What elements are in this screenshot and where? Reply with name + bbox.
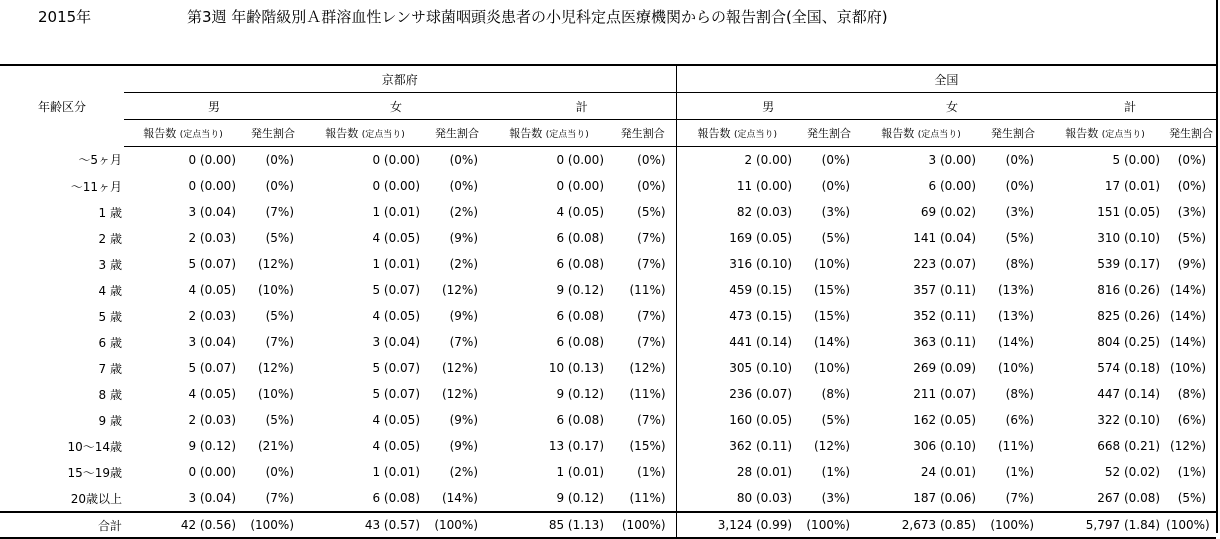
report-count-cell: 310 (0.10) [1097,231,1161,245]
ratio-cell: (15%) [814,283,851,297]
ratio-cell: (14%) [998,335,1035,349]
report-count-cell: 352 (0.11) [913,309,977,323]
year-label: 2015年 [38,8,92,26]
report-count-cell: 162 (0.05) [913,413,977,427]
report-count-cell: 357 (0.11) [913,283,977,297]
ratio-cell: (14%) [1170,309,1207,323]
per-site-label: (定点当り) [917,130,961,140]
report-count-cell: 305 (0.10) [676,355,798,381]
report-count-cell: 28 (0.01) [676,459,798,485]
table-row [0,407,1216,433]
age-group-cell: 20歳以上 [70,491,122,506]
report-count-cell: 52 (0.02) [1104,465,1161,479]
ratio-cell: (2%) [449,257,478,271]
report-count-cell: 1 (0.01) [372,257,420,271]
report-count-cell: 160 (0.05) [676,407,798,433]
table-row [0,173,1216,199]
report-count-label: 報告数 [325,127,359,140]
report-count-cell: 2 (0.03) [188,231,236,245]
ratio-cell: (5%) [821,413,851,427]
report-count-cell: 0 (0.00) [188,179,236,193]
ratio-cell: (11%) [629,491,666,505]
ratio-cell: (100%) [982,512,1044,538]
ratio-cell: (0%) [449,153,478,167]
per-site-label: (定点当り) [361,130,405,140]
report-count-cell: 3 (0.00) [928,153,977,167]
table-row [0,147,1216,174]
report-count-cell: 3 (0.04) [188,491,236,505]
age-group-cell: 2 歳 [98,231,122,246]
report-count-cell: 441 (0.14) [676,329,798,355]
report-count-cell: 169 (0.05) [676,225,798,251]
subheader-ratio: 発生割合 [1166,120,1216,147]
ratio-cell: (7%) [637,257,666,271]
report-count-cell: 2 (0.03) [188,413,236,427]
age-group-cell: 8 歳 [98,387,122,402]
table-row [0,329,1216,355]
report-count-cell: 447 (0.14) [1097,387,1161,401]
report-count-cell: 4 (0.05) [188,387,236,401]
ratio-cell: (6%) [1005,413,1035,427]
table-row [0,251,1216,277]
report-count-cell: 0 (0.00) [372,153,420,167]
report-count-cell: 804 (0.25) [1097,335,1161,349]
ratio-cell: (100%) [610,512,676,538]
ratio-cell: (15%) [814,309,851,323]
report-count-cell: 0 (0.00) [188,465,236,479]
report-count-cell: 668 (0.21) [1097,439,1161,453]
ratio-cell: (15%) [629,439,666,453]
ratio-cell: (7%) [449,335,478,349]
table-row [0,277,1216,303]
report-count-cell: 4 (0.05) [372,413,420,427]
report-count-cell: 3 (0.04) [372,335,420,349]
table-row [0,433,1216,459]
ratio-cell: (12%) [441,387,478,401]
ratio-cell: (12%) [1170,439,1207,453]
report-count-cell: 4 (0.05) [556,205,604,219]
ratio-cell: (100%) [242,512,304,538]
report-count-cell: 9 (0.12) [556,283,604,297]
age-group-cell: 4 歳 [98,283,122,298]
report-count-cell: 4 (0.05) [372,309,420,323]
per-site-label: (定点当り) [1101,130,1145,140]
report-count-cell: 473 (0.15) [676,303,798,329]
ratio-cell: (13%) [998,283,1035,297]
ratio-cell: (11%) [998,439,1035,453]
ratio-cell: (5%) [265,231,294,245]
age-group-cell: 1 歳 [98,205,122,220]
ratio-cell: (12%) [629,361,666,375]
ratio-cell: (2%) [449,465,478,479]
report-count-cell: 5 (0.07) [372,283,420,297]
ratio-cell: (5%) [637,205,666,219]
ratio-cell: (5%) [1177,491,1207,505]
report-count-cell: 267 (0.08) [1097,491,1161,505]
ratio-cell: (7%) [1005,491,1035,505]
ratio-cell: (7%) [637,413,666,427]
table-row [0,355,1216,381]
ratio-cell: (1%) [1005,465,1035,479]
report-count-cell: 5 (0.07) [188,257,236,271]
report-count-cell: 0 (0.00) [188,153,236,167]
ratio-cell: (10%) [257,283,294,297]
report-count-cell: 69 (0.02) [920,205,977,219]
report-count-cell: 5 (0.07) [372,387,420,401]
report-count-cell: 1 (0.01) [372,205,420,219]
row-header-spacer [0,65,124,93]
report-count-cell: 211 (0.07) [913,387,977,401]
ratio-cell: (0%) [449,179,478,193]
report-count-cell: 4 (0.05) [372,439,420,453]
ratio-cell: (14%) [1170,335,1207,349]
report-count-cell: 187 (0.06) [913,491,977,505]
ratio-cell: (11%) [629,387,666,401]
report-count-cell: 85 (1.13) [488,512,610,538]
row-header: 年齢区分 [37,99,86,114]
subheader-ratio: 発生割合 [242,120,304,147]
ratio-cell: (1%) [637,465,666,479]
ratio-cell: (0%) [265,179,294,193]
ratio-cell: (10%) [814,361,851,375]
ratio-cell: (5%) [265,309,294,323]
report-count-label: 報告数 [143,127,177,140]
ratio-cell: (9%) [449,309,478,323]
ratio-cell: (9%) [449,439,478,453]
report-count-cell: 0 (0.00) [556,179,604,193]
report-count-cell: 269 (0.09) [913,361,977,375]
ratio-cell: (3%) [1005,205,1035,219]
sex-header-male: 男 [124,93,304,120]
sex-header-female: 女 [304,93,488,120]
subheader-report-count [860,120,982,147]
report-count-label: 報告数 [1065,127,1099,140]
subheader-report-count [676,120,798,147]
subheader-report-count [304,120,426,147]
subheader-ratio: 発生割合 [610,120,676,147]
ratio-cell: (3%) [821,491,851,505]
ratio-cell: (100%) [1166,512,1216,538]
report-count-cell: 9 (0.12) [188,439,236,453]
report-count-cell: 5,797 (1.84) [1044,512,1166,538]
age-group-cell: 15～19歳 [67,465,122,480]
report-count-cell: 1 (0.01) [372,465,420,479]
ratio-cell: (12%) [441,361,478,375]
sex-header-female: 女 [860,93,1044,120]
report-count-cell: 363 (0.11) [913,335,977,349]
report-count-cell: 6 (0.08) [372,491,420,505]
right-border [1216,0,1218,533]
sex-header-total: 計 [488,93,676,120]
ratio-cell: (0%) [637,179,666,193]
report-count-cell: 80 (0.03) [676,485,798,512]
subheader-report-count [488,120,610,147]
ratio-cell: (10%) [1170,361,1207,375]
report-count-cell: 4 (0.05) [372,231,420,245]
report-count-cell: 3,124 (0.99) [676,512,798,538]
ratio-cell: (7%) [637,231,666,245]
table-row [0,381,1216,407]
report-count-cell: 5 (0.00) [1112,153,1161,167]
region-header-kyoto: 京都府 [124,65,676,93]
report-count-cell: 236 (0.07) [676,381,798,407]
table-row [0,485,1216,512]
report-count-label: 報告数 [881,127,915,140]
ratio-cell: (0%) [265,465,294,479]
table-row [0,225,1216,251]
report-count-cell: 24 (0.01) [920,465,977,479]
age-group-cell: 9 歳 [98,413,122,428]
report-count-cell: 151 (0.05) [1097,205,1161,219]
ratio-cell: (0%) [821,153,851,167]
ratio-cell: (3%) [821,205,851,219]
report-count-cell: 574 (0.18) [1097,361,1161,375]
ratio-cell: (0%) [1177,153,1207,167]
report-count-cell: 6 (0.08) [556,413,604,427]
ratio-cell: (7%) [637,335,666,349]
ratio-cell: (10%) [257,387,294,401]
ratio-cell: (7%) [637,309,666,323]
ratio-cell: (1%) [1177,465,1207,479]
report-count-cell: 459 (0.15) [676,277,798,303]
subheader-ratio: 発生割合 [982,120,1044,147]
age-group-cell: ～5ヶ月 [78,153,122,168]
ratio-cell: (9%) [449,413,478,427]
ratio-cell: (0%) [821,179,851,193]
report-count-cell: 0 (0.00) [372,179,420,193]
age-group-cell: 3 歳 [98,257,122,272]
report-count-cell: 2 (0.03) [188,309,236,323]
sex-header-male: 男 [676,93,860,120]
ratio-cell: (10%) [998,361,1035,375]
report-count-cell: 9 (0.12) [556,491,604,505]
ratio-cell: (12%) [441,283,478,297]
report-count-cell: 42 (0.56) [124,512,242,538]
per-site-label: (定点当り) [545,130,589,140]
report-count-cell: 539 (0.17) [1097,257,1161,271]
report-count-cell: 3 (0.04) [188,335,236,349]
report-count-cell: 10 (0.13) [548,361,604,375]
report-count-cell: 82 (0.03) [676,199,798,225]
report-count-cell: 316 (0.10) [676,251,798,277]
ratio-cell: (100%) [798,512,860,538]
ratio-cell: (5%) [1005,231,1035,245]
total-row [0,512,1216,538]
ratio-cell: (7%) [265,205,294,219]
ratio-cell: (1%) [821,465,851,479]
ratio-cell: (2%) [449,205,478,219]
ratio-cell: (0%) [637,153,666,167]
report-count-cell: 2,673 (0.85) [860,512,982,538]
subheader-ratio: 発生割合 [426,120,488,147]
ratio-cell: (3%) [1177,205,1207,219]
report-count-cell: 43 (0.57) [304,512,426,538]
ratio-cell: (11%) [629,283,666,297]
ratio-cell: (7%) [265,335,294,349]
ratio-cell: (5%) [265,413,294,427]
ratio-cell: (5%) [821,231,851,245]
ratio-cell: (9%) [1177,257,1207,271]
ratio-cell: (8%) [1177,387,1207,401]
per-site-label: (定点当り) [179,130,223,140]
ratio-cell: (14%) [814,335,851,349]
report-count-cell: 141 (0.04) [913,231,977,245]
report-count-cell: 5 (0.07) [372,361,420,375]
region-header-national: 全国 [676,65,1216,93]
report-count-cell: 4 (0.05) [188,283,236,297]
report-count-cell: 6 (0.00) [928,179,977,193]
per-site-label: (定点当り) [734,130,778,140]
report-count-cell: 362 (0.11) [676,433,798,459]
report-title: 第3週 年齢階級別Ａ群溶血性レンサ球菌咽頭炎患者の小児科定点医療機関からの報告割合(全国、京都府) [187,8,888,26]
report-count-cell: 3 (0.04) [188,205,236,219]
subheader-ratio: 発生割合 [798,120,860,147]
ratio-cell: (5%) [1177,231,1207,245]
report-count-cell: 223 (0.07) [913,257,977,271]
ratio-cell: (21%) [257,439,294,453]
ratio-cell: (7%) [265,491,294,505]
age-group-cell: 5 歳 [98,309,122,324]
ratio-cell: (0%) [1005,153,1035,167]
report-table [0,64,1216,539]
ratio-cell: (6%) [1177,413,1207,427]
sex-header-total: 計 [1044,93,1216,120]
report-count-cell: 17 (0.01) [1104,179,1161,193]
ratio-cell: (0%) [265,153,294,167]
ratio-cell: (8%) [1005,387,1035,401]
age-group-cell: 10～14歳 [67,439,122,454]
ratio-cell: (12%) [257,361,294,375]
table-row [0,459,1216,485]
report-count-cell: 6 (0.08) [556,257,604,271]
ratio-cell: (10%) [814,257,851,271]
report-count-label: 報告数 [509,127,543,140]
table-row [0,303,1216,329]
subheader-report-count [1044,120,1166,147]
report-count-cell: 6 (0.08) [556,231,604,245]
report-count-cell: 825 (0.26) [1097,309,1161,323]
table-row [0,199,1216,225]
report-count-cell: 816 (0.26) [1097,283,1161,297]
age-group-cell: ～11ヶ月 [70,179,122,194]
ratio-cell: (0%) [1177,179,1207,193]
report-count-label: 報告数 [697,127,731,140]
report-count-cell: 13 (0.17) [548,439,604,453]
ratio-cell: (14%) [1170,283,1207,297]
report-count-cell: 6 (0.08) [556,335,604,349]
ratio-cell: (100%) [426,512,488,538]
age-group-cell: 6 歳 [98,335,122,350]
age-group-cell: 合計 [0,512,124,538]
report-count-cell: 9 (0.12) [556,387,604,401]
report-count-cell: 2 (0.00) [676,147,798,174]
report-count-cell: 1 (0.01) [556,465,604,479]
ratio-cell: (14%) [441,491,478,505]
ratio-cell: (8%) [821,387,851,401]
report-count-cell: 0 (0.00) [556,153,604,167]
ratio-cell: (8%) [1005,257,1035,271]
report-count-cell: 322 (0.10) [1097,413,1161,427]
report-count-cell: 6 (0.08) [556,309,604,323]
ratio-cell: (9%) [449,231,478,245]
report-count-cell: 5 (0.07) [188,361,236,375]
ratio-cell: (12%) [257,257,294,271]
subheader-report-count [124,120,242,147]
ratio-cell: (13%) [998,309,1035,323]
ratio-cell: (0%) [1005,179,1035,193]
report-count-cell: 11 (0.00) [676,173,798,199]
ratio-cell: (12%) [814,439,851,453]
report-count-cell: 306 (0.10) [913,439,977,453]
row-header-spacer [0,120,124,147]
age-group-cell: 7 歳 [98,361,122,376]
